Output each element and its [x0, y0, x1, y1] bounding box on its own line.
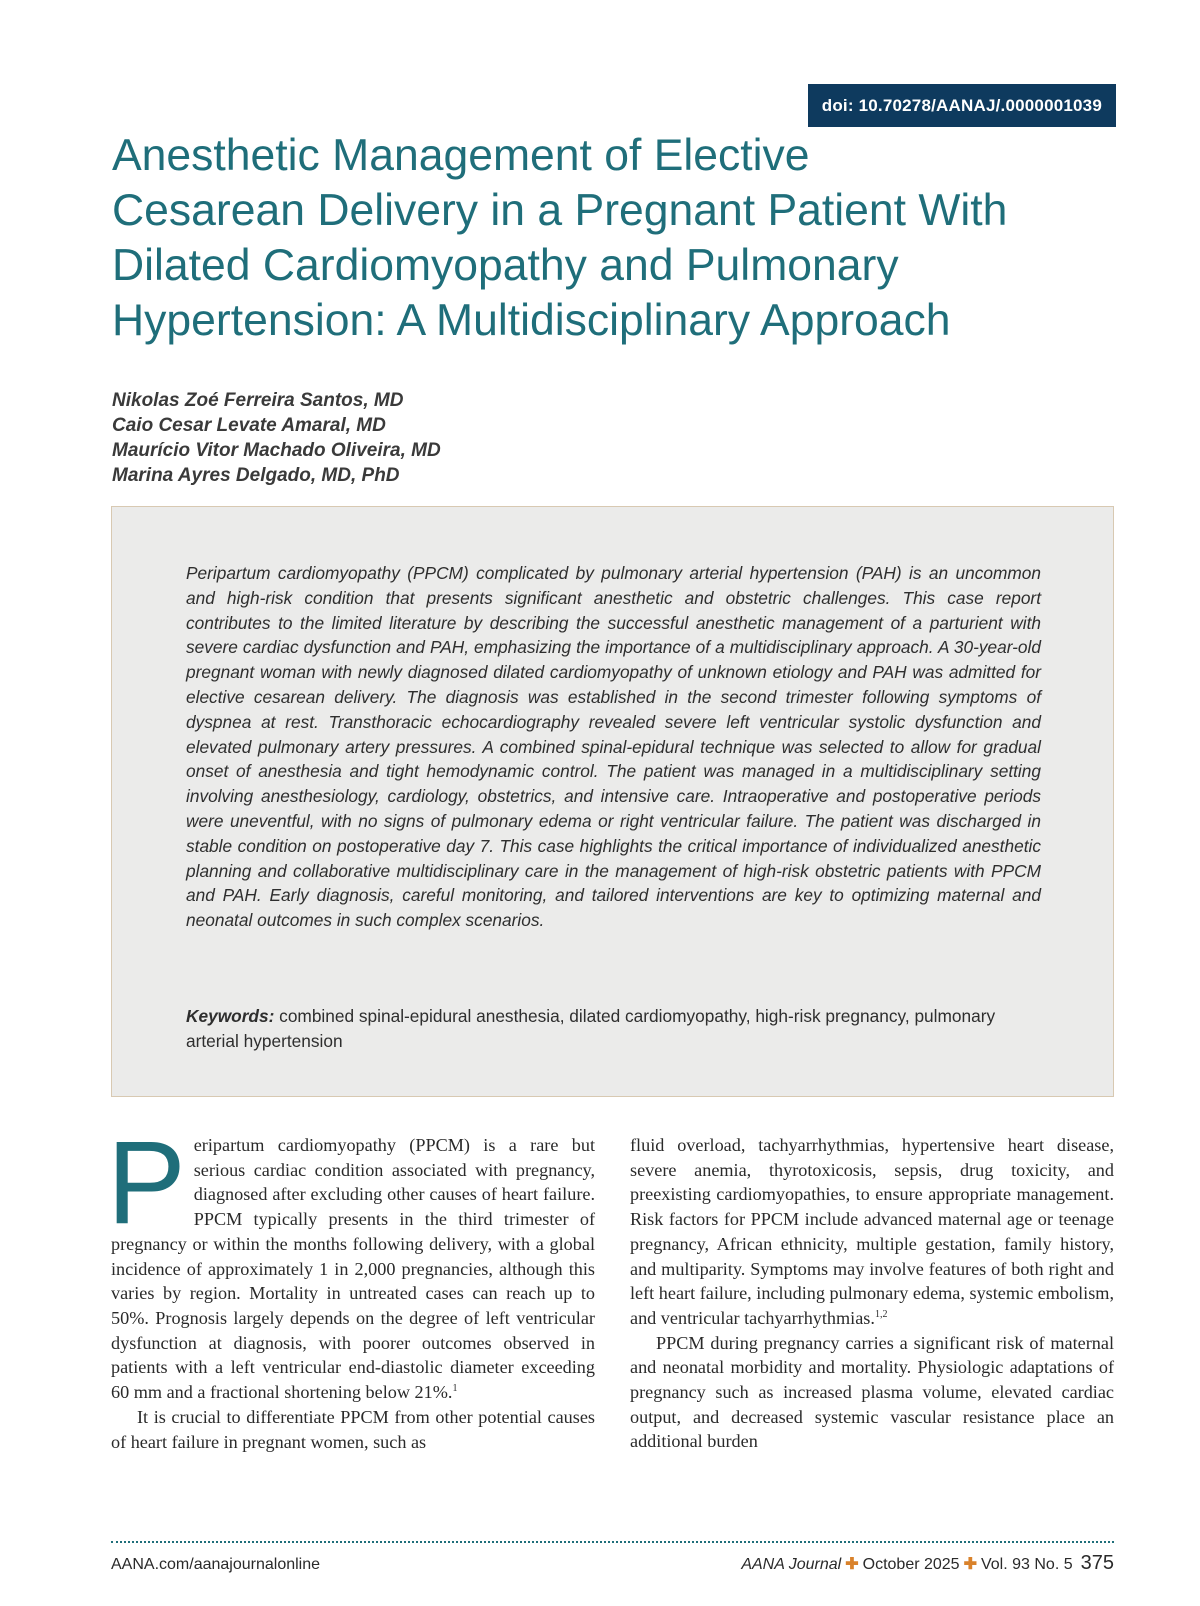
paragraph-text: fluid overload, tachyarrhythmias, hypertensive heart disease, severe anemia, thyrotoxicosis, sepsis, drug toxicity, and preexisting cardiomyopathies, to ensure appropriate management. Risk factors for PPCM include advanced maternal age or teenage pregnancy, African ethnicity, multiple gestation, family history, and multiparity. Symptoms may involve features of both right and left heart failure, including pulmonary edema, systemic embolism, and ventricular tachyarrhythmias. — [630, 1135, 1114, 1328]
author-name: Caio Cesar Levate Amaral, MD — [112, 415, 386, 436]
footer-citation — [741, 1552, 1114, 1575]
journal-name: AANA Journal — [741, 1556, 842, 1573]
body-paragraph — [630, 1133, 1114, 1331]
keywords-text: combined spinal-epidural anesthesia, dilated cardiomyopathy, high-risk pregnancy, pulmonary arterial hypertension — [186, 1006, 996, 1051]
paragraph-text: PPCM during pregnancy carries a significant risk of maternal and neonatal morbidity and mortality. Physiologic adaptations of pregnancy such as increased plasma volume, elevated cardiac output, and decreased systemic vascular resistance place an additional burden — [630, 1332, 1114, 1452]
author-name: Nikolas Zoé Ferreira Santos, MD — [112, 390, 404, 411]
paragraph-text: eripartum cardiomyopathy (PPCM) is a rare but serious cardiac condition associated with pregnancy, diagnosed after excluding other causes of heart failure. PPCM typically presents in the third trimester of pregnancy or within the months following delivery, with a global incidence of approximately 1 in 2,000 pregnancies, although this varies by region. Mortality in untreated cases can reach up to 50%. Prognosis largely depends on the degree of left ventricular dysfunction at diagnosis, with poorer outcomes observed in patients with a left ventricular end-diastolic diameter exceeding 60 mm and a fractional shortening below 21%. — [111, 1135, 595, 1403]
abstract-box — [111, 506, 1114, 1097]
body-column-left-continuation — [111, 1405, 595, 1454]
keywords — [186, 1004, 1041, 1053]
body-paragraph — [107, 1117, 595, 1405]
issue-date: October 2025 — [862, 1556, 960, 1573]
body-column-right — [630, 1133, 1114, 1454]
title-line: Cesarean Delivery in a Pregnant Patient With — [112, 186, 1008, 235]
keywords-label: Keywords: — [186, 1006, 275, 1026]
page-number: 375 — [1080, 1552, 1114, 1574]
reference-marker[interactable]: 1,2 — [874, 1308, 888, 1320]
title-line: Dilated Cardiomyopathy and Pulmonary — [112, 241, 899, 290]
article-title — [112, 128, 1122, 348]
abstract-text: Peripartum cardiomyopathy (PPCM) complicated by pulmonary arterial hypertension (PAH) is an uncommon and high-risk condition that presents significant anesthetic and obstetric challenges. This case report contributes to the limited literature by describing the successful anesthetic management of a parturient with severe cardiac dysfunction and PAH, emphasizing the importance of a multidisciplinary approach. A 30-year-old pregnant woman with newly diagnosed dilated cardiomyopathy of unknown etiology and PAH was admitted for elective cesarean delivery. The diagnosis was established in the second trimester following symptoms of dyspnea at rest. Transthoracic echocardiography revealed severe left ventricular systolic dysfunction and elevated pulmonary artery pressures. A combined spinal-epidural technique was selected to allow for gradual onset of anesthesia and tight hemodynamic control. The patient was managed in a multidisciplinary setting involving anesthesiology, cardiology, obstetrics, and intensive care. Intraoperative and postoperative periods were uneventful, with no signs of pulmonary edema or right ventricular failure. The patient was discharged in stable condition on postoperative day 7. This case highlights the critical importance of individualized anesthetic planning and collaborative multidisciplinary care in the management of high-risk obstetric patients with PPCM and PAH. Early diagnosis, careful monitoring, and tailored interventions are key to optimizing maternal and neonatal outcomes in such complex scenarios. — [186, 563, 1041, 931]
issue-number: No. 5 — [1034, 1556, 1073, 1573]
author-name: Marina Ayres Delgado, MD, PhD — [112, 465, 400, 486]
title-line: Anesthetic Management of Elective — [112, 131, 810, 180]
body-paragraph — [111, 1405, 595, 1454]
title-line: Hypertension: A Multidisciplinary Approach — [112, 296, 951, 345]
volume: Vol. 93 — [980, 1556, 1030, 1573]
body-paragraph — [630, 1331, 1114, 1455]
author-name: Maurício Vitor Machado Oliveira, MD — [112, 440, 441, 461]
drop-cap: P — [107, 1117, 186, 1249]
reference-marker[interactable]: 1 — [452, 1382, 458, 1394]
journal-url[interactable]: AANA.com/aanajournalonline — [111, 1556, 321, 1573]
doi-badge[interactable]: doi: 10.70278/AANAJ/.0000001039 — [808, 84, 1116, 127]
plus-separator-icon: ✚ — [845, 1556, 859, 1573]
body-column-left — [107, 1117, 595, 1405]
plus-separator-icon: ✚ — [963, 1556, 977, 1573]
author-list — [112, 388, 441, 488]
footer-divider — [111, 1541, 1114, 1543]
paragraph-text: It is crucial to differentiate PPCM from other potential causes of heart failure in pregnant women, such as — [111, 1407, 595, 1452]
